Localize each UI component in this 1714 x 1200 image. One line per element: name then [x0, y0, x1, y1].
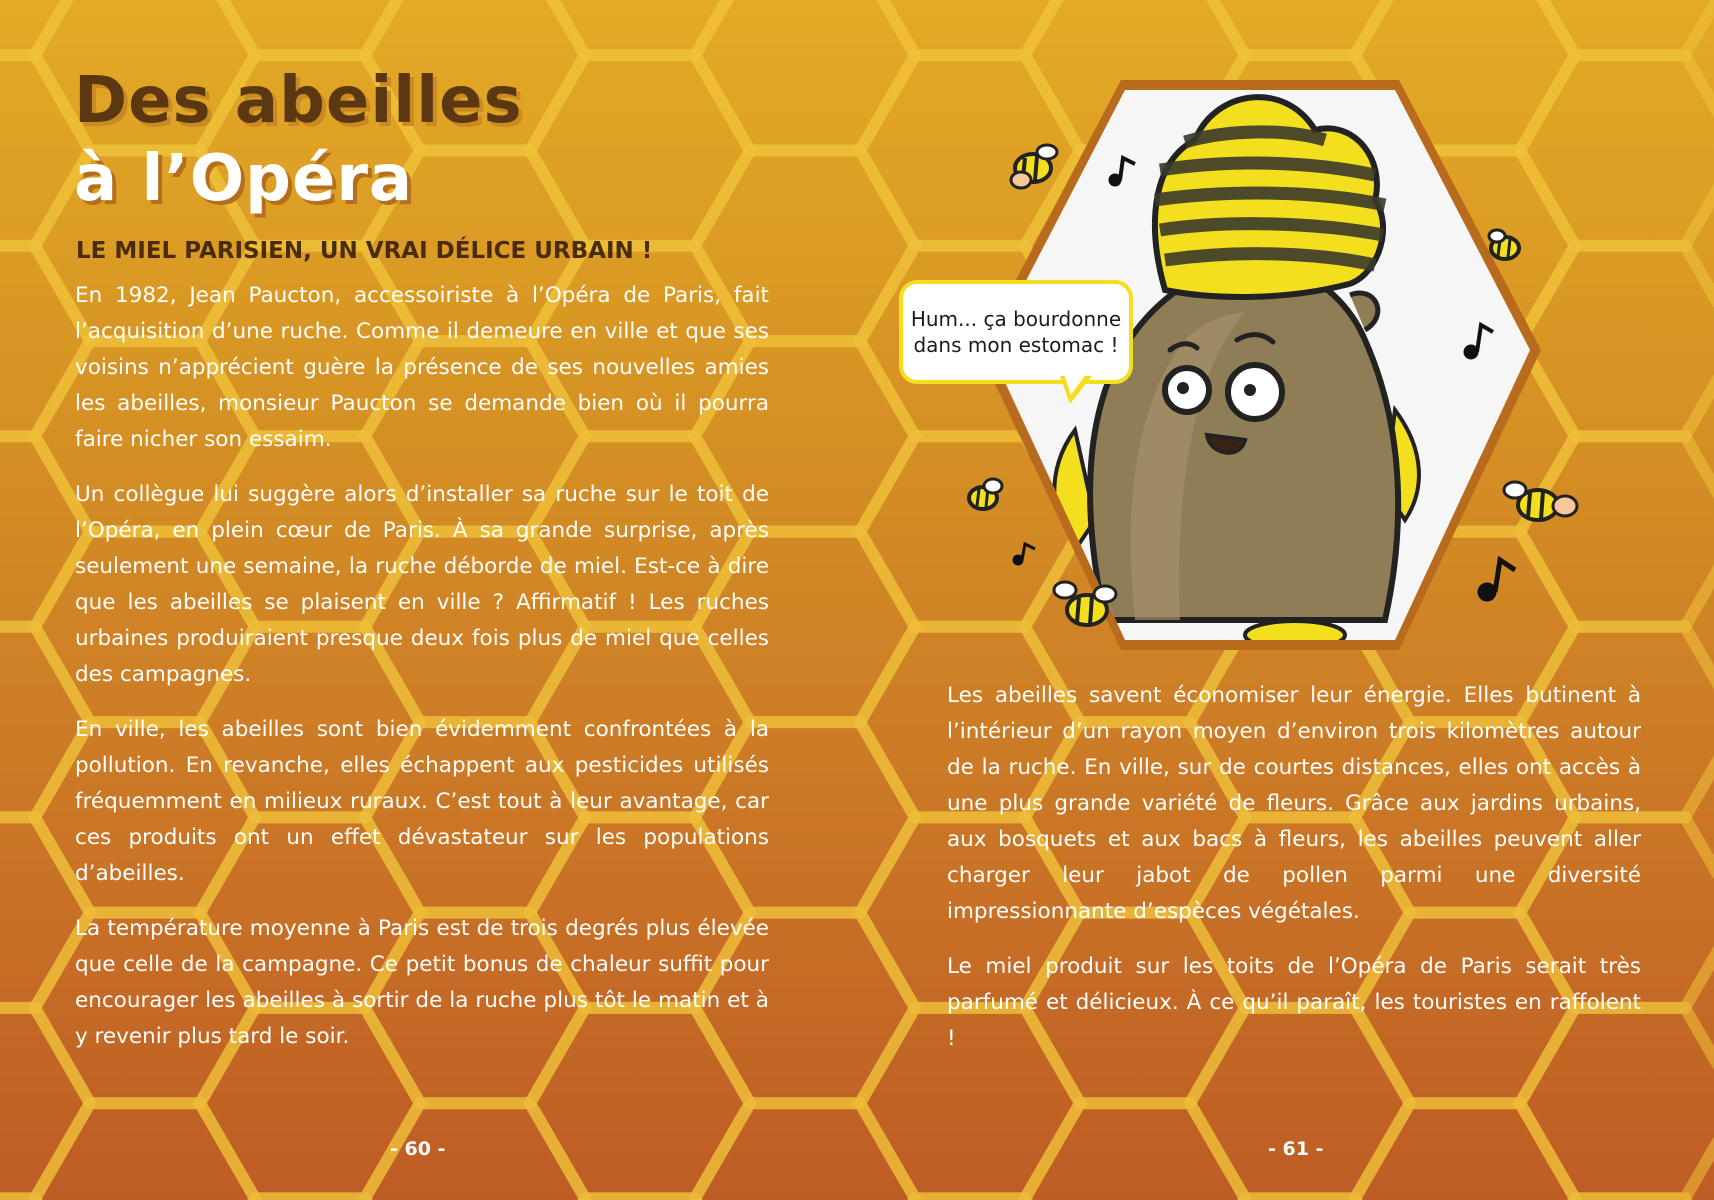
page-number-left: - 60 -: [390, 1138, 446, 1160]
section-subtitle: LE MIEL PARISIEN, UN VRAI DÉLICE URBAIN !: [76, 238, 653, 264]
left-body-text: [75, 278, 769, 1074]
paragraph: En ville, les abeilles sont bien évidemment confrontées à la pollution. En revanche, elles échappent aux pesticides utilisés fréquemment en milieux ruraux. C’est tout à leur avantage, car ces produits ont un effet dévastateur sur les populations d’abeilles.: [75, 717, 769, 886]
title-line-1: Des abeilles: [74, 64, 523, 138]
speech-line-1: Hum... ça bourdonne: [910, 307, 1122, 331]
bee-icon: [1504, 482, 1577, 520]
paragraph: Le miel produit sur les toits de l’Opéra de Paris serait très parfumé et délicieux. À ce qu’il paraît, les touristes en raffolent !: [947, 954, 1641, 1051]
right-body-text: [947, 678, 1641, 1076]
bee-icon: [969, 479, 1002, 509]
speech-bubble-tail-inner: [1064, 374, 1086, 395]
page-number-right: - 61 -: [1268, 1138, 1324, 1160]
music-note-icon: [1478, 560, 1515, 601]
speech-bubble: [899, 280, 1133, 384]
music-note-icon: [1013, 544, 1035, 565]
title-line-2: à l’Opéra: [74, 142, 414, 216]
speech-line-2: dans mon estomac !: [913, 333, 1119, 357]
page-title: [74, 62, 523, 218]
paragraph: Les abeilles savent économiser leur énergie. Elles butinent à l’intérieur d’un rayon moyen d’environ trois kilomètres autour de la ruche. En ville, sur de courtes distances, elles ont accès à une plus grande variété de fleurs. Grâce aux jardins urbains, aux bosquets et aux bacs à fleurs, les abeilles peuvent aller charger leur jabot de pollen parmi une diversité impressionnante d’espèces végétales.: [947, 683, 1641, 924]
paragraph: Un collègue lui suggère alors d’installer sa ruche sur le toit de l’Opéra, en plein cœur de Paris. À sa grande surprise, après seulement une semaine, la ruche déborde de miel. Est-ce à dire que les abeilles se plaisent en ville ? Affirmatif ! Les ruches urbaines produiraient presque deux fois plus de miel que celles des campagnes.: [75, 482, 769, 687]
paragraph: La température moyenne à Paris est de trois degrés plus élevée que celle de la campagne. Ce petit bonus de chaleur suffit pour encourager les abeilles à sortir de la ruche plus tôt le matin et à y revenir plus tard le soir.: [75, 916, 769, 1049]
bee-icon: [1011, 145, 1057, 188]
bee-icon: [1489, 230, 1519, 259]
paragraph: En 1982, Jean Paucton, accessoiriste à l’Opéra de Paris, fait l’acquisition d’une ruche. Comme il demeure en ville et que ses voisins n’apprécient guère la présence de ses nouvelles amies les abeilles, monsieur Paucton se demande bien où il pourra faire nicher son essaim.: [75, 283, 769, 452]
